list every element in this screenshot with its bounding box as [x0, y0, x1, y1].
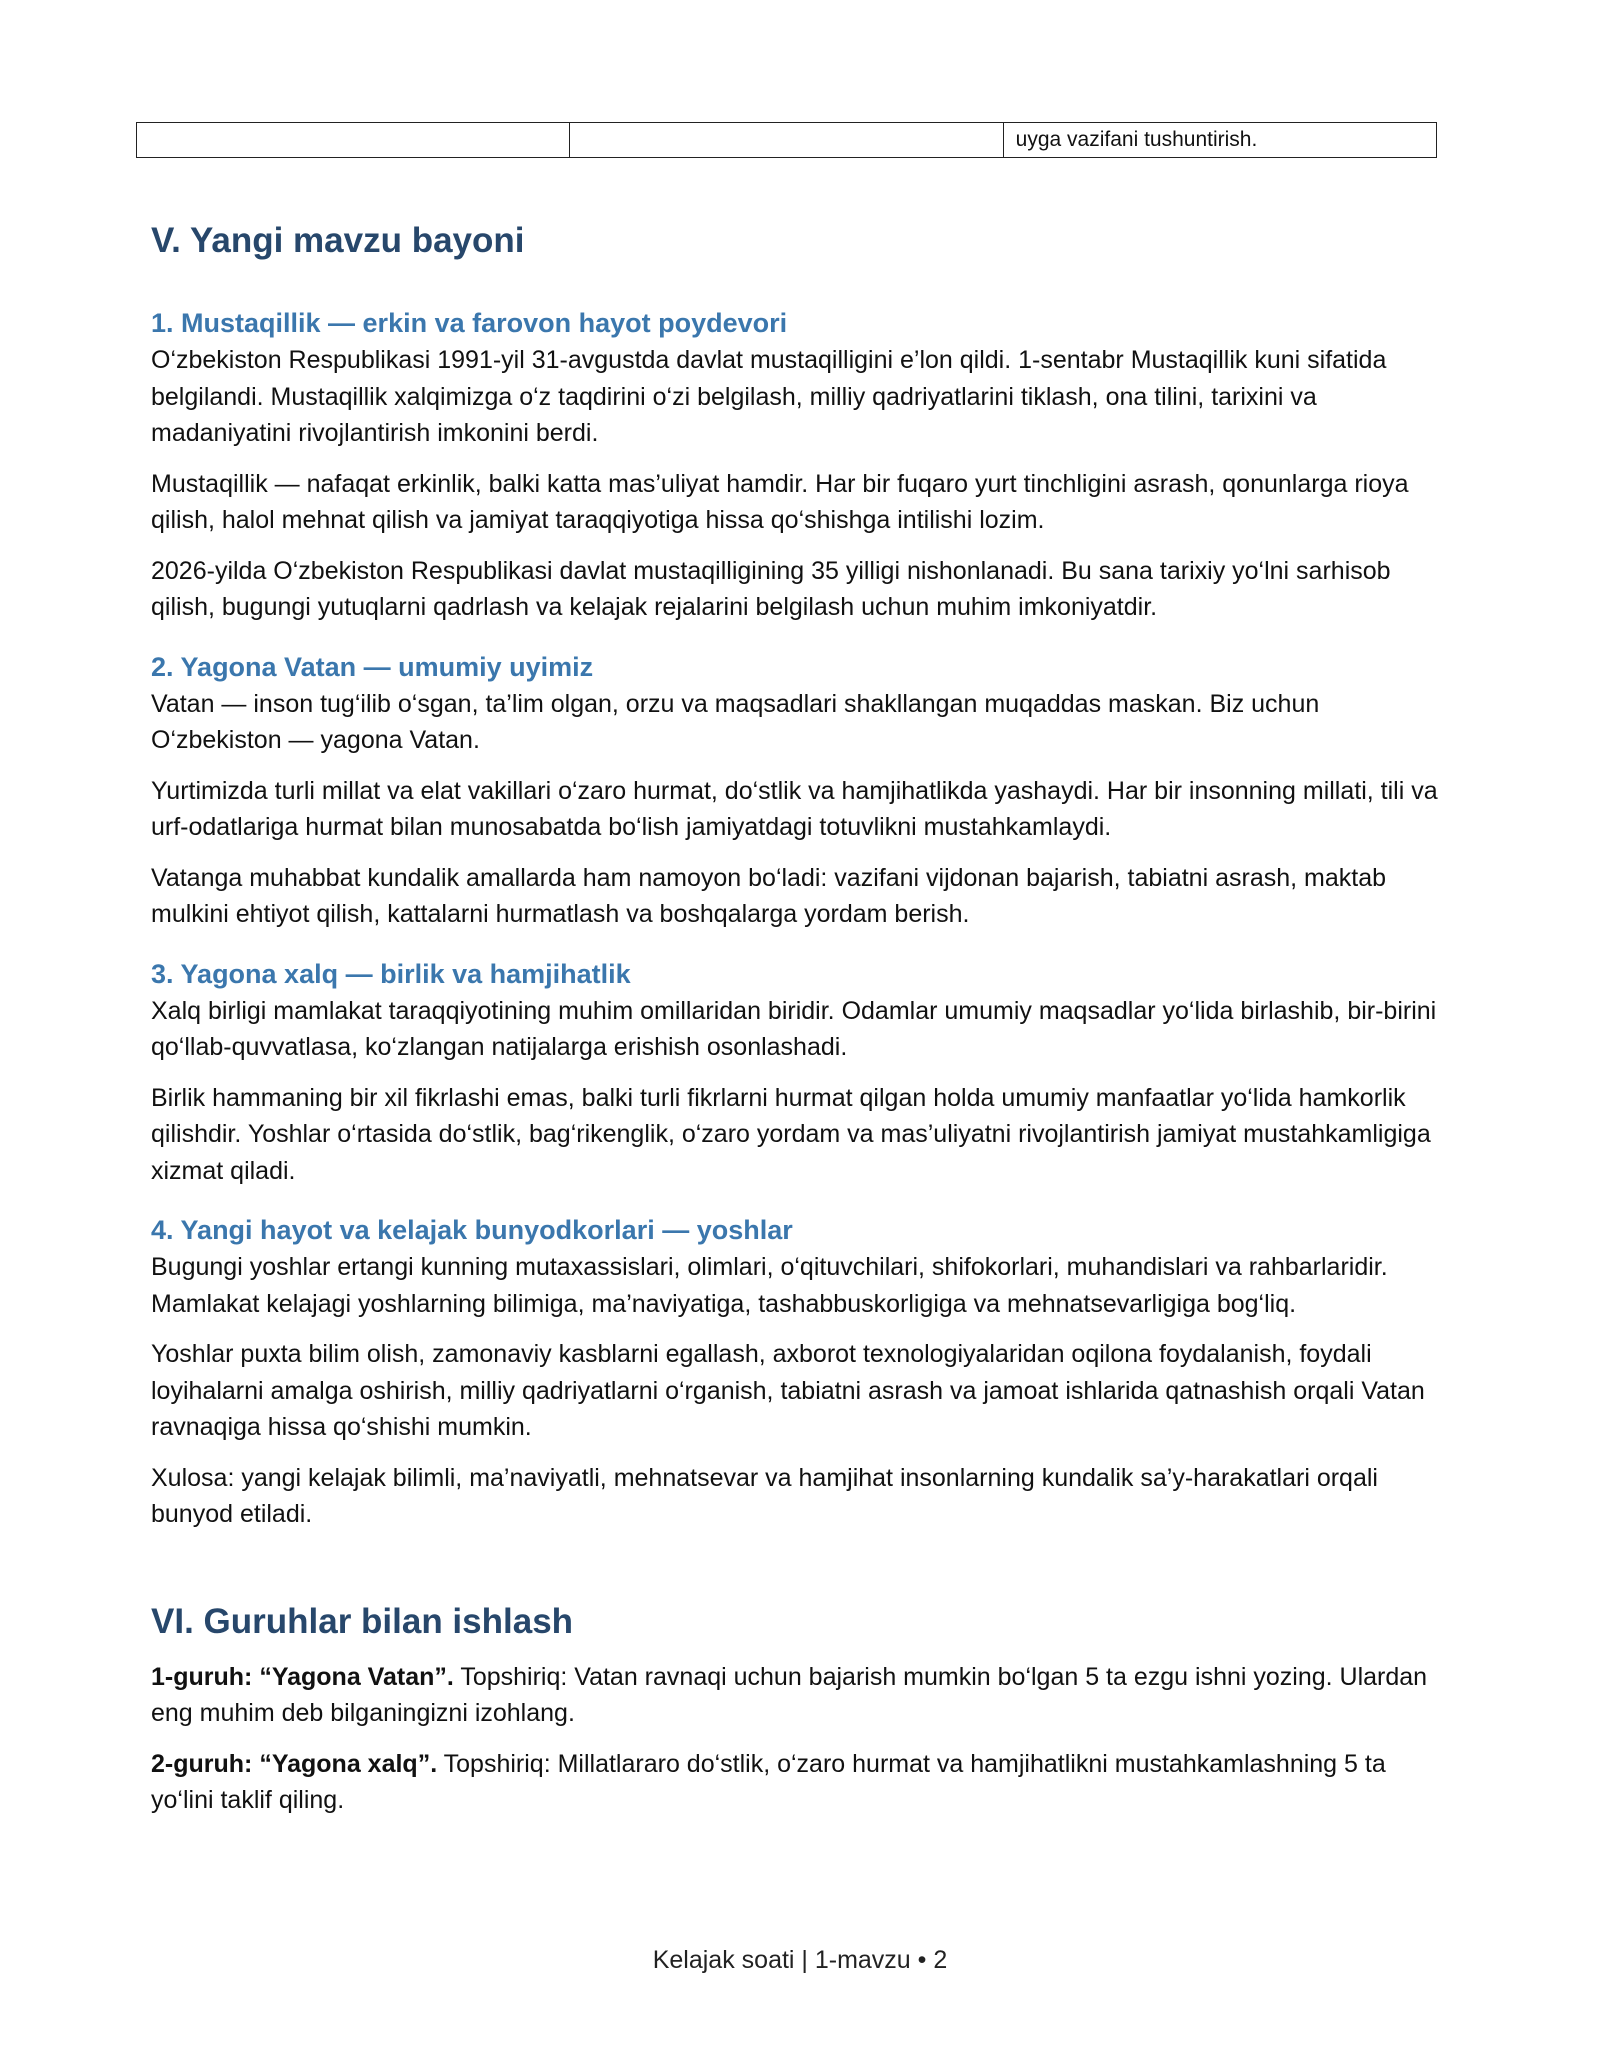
- table-cell-2: [570, 123, 1003, 158]
- paragraph: Xulosa: yangi kelajak bilimli, ma’naviyatli, mehnatsevar va hamjihat insonlarning kundalik sa’y-harakatlari orqali bunyod etiladi.: [151, 1463, 1378, 1528]
- paragraph: Bugungi yoshlar ertangi kunning mutaxassislari, olimlari, o‘qituvchilari, shifokorlari, muhandislari va rahbarlaridir. Mamlakat kelajagi yoshlarning bilimiga, ma’naviyatiga, tashabbuskorligiga va mehnatsevarligiga bog‘liq.: [151, 1253, 1388, 1318]
- topic-block-nation: [151, 955, 1441, 1190]
- group-task: [151, 1746, 1441, 1819]
- paragraph: Yurtimizda turli millat va elat vakillari o‘zaro hurmat, do‘stlik va hamjihatlikda yashaydi. Har bir insonning millati, tili va urf-odatlariga hurmat bilan munosabatda bo‘lish jamiyatdagi totuvlikni mustahkamlaydi.: [151, 776, 1438, 841]
- topic-block-independence: [151, 304, 1441, 626]
- group-task-text: Topshiriq: Vatan ravnaqi uchun bajarish mumkin bo‘lgan 5 ta ezgu ishni yozing. Ulardan eng muhim deb bilganingizni izohlang.: [151, 1662, 1428, 1727]
- page-content: [151, 218, 1441, 1833]
- section-title: V. Yangi mavzu bayoni: [151, 221, 525, 260]
- paragraph: Xalq birligi mamlakat taraqqiyotining muhim omillaridan biridir. Odamlar umumiy maqsadlar yo‘lida birlashib, bir-birini qo‘llab-quvvatlasa, ko‘zlangan natijalarga erishish osonlashadi.: [151, 996, 1437, 1061]
- lesson-plan-table-fragment: [136, 122, 1437, 158]
- paragraph: Birlik hammaning bir xil fikrlashi emas, balki turli fikrlarni hurmat qilgan holda umumiy manfaatlar yo‘lida hamkorlik qilishdir. Yoshlar o‘rtasida do‘stlik, bag‘rikenglik, o‘zaro yordam va mas’uliyatni rivojlantirish jamiyat mustahkamligiga xizmat qiladi.: [151, 1083, 1431, 1185]
- group-task-text: Topshiriq: Millatlararo do‘stlik, o‘zaro hurmat va hamjihatlikni mustahkamlashning 5 ta yo‘lini taklif qiling.: [151, 1749, 1386, 1814]
- subsection-heading: 4. Yangi hayot va kelajak bunyodkorlari — yoshlar: [151, 1215, 793, 1245]
- topic-block-homeland: [151, 648, 1441, 933]
- table-row: [137, 123, 1437, 158]
- subsection-heading: 1. Mustaqillik — erkin va farovon hayot poydevori: [151, 308, 788, 338]
- page-footer: Kelajak soati | 1-mavzu • 2: [652, 1946, 948, 1974]
- table-cell-1: [137, 123, 570, 158]
- section-title: VI. Guruhlar bilan ishlash: [151, 1601, 574, 1641]
- subsection-heading: 3. Yagona xalq — birlik va hamjihatlik: [151, 958, 631, 989]
- group-task-label: 1-guruh: “Yagona Vatan”.: [151, 1662, 454, 1691]
- topic-block-youth: [151, 1211, 1441, 1533]
- paragraph: Mustaqillik — nafaqat erkinlik, balki katta mas’uliyat hamdir. Har bir fuqaro yurt tinchligini asrash, qonunlarga rioya qilish, halol mehnat qilish va jamiyat taraqqiyotiga hissa qo‘shishga intilishi lozim.: [151, 469, 1409, 534]
- table-cell-3: uyga vazifani tushuntirish.: [1003, 123, 1436, 158]
- group-task: [151, 1659, 1441, 1732]
- paragraph: Yoshlar puxta bilim olish, zamonaviy kasblarni egallash, axborot texnologiyalaridan oqilona foydalanish, foydali loyihalarni amalga oshirish, milliy qadriyatlarni o‘rganish, tabiatni asrash va jamoat ishlarida qatnashish orqali Vatan ravnaqiga hissa qo‘shishi mumkin.: [151, 1340, 1425, 1441]
- paragraph: 2026-yilda O‘zbekiston Respublikasi davlat mustaqilligining 35 yilligi nishonlanadi. Bu sana tarixiy yo‘lni sarhisob qilish, bugungi yutuqlarni qadrlash va kelajak rejalarini belgilash uchun muhim imkoniyatdir.: [151, 556, 1391, 621]
- paragraph: O‘zbekiston Respublikasi 1991-yil 31-avgustda davlat mustaqilligini e’lon qildi. 1-sentabr Mustaqillik kuni sifatida belgilandi. Mustaqillik xalqimizga o‘z taqdirini o‘zi belgilash, milliy qadriyatlarini tiklash, ona tilini, tarixini va madaniyatini rivojlantirish imkonini berdi.: [151, 346, 1387, 447]
- paragraph: Vatanga muhabbat kundalik amallarda ham namoyon bo‘ladi: vazifani vijdonan bajarish, tabiatni asrash, maktab mulkini ehtiyot qilish, kattalarni hurmatlash va boshqalarga yordam berish.: [151, 863, 1386, 928]
- paragraph: Vatan — inson tug‘ilib o‘sgan, ta’lim olgan, orzu va maqsadlari shakllangan muqaddas maskan. Biz uchun O‘zbekiston — yagona Vatan.: [151, 689, 1320, 754]
- subsection-heading: 2. Yagona Vatan — umumiy uyimiz: [151, 651, 594, 682]
- group-task-label: 2-guruh: “Yagona xalq”.: [151, 1749, 438, 1778]
